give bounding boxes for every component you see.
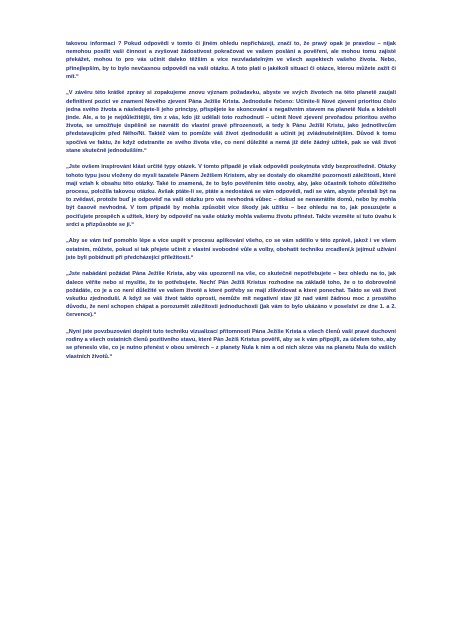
- paragraph-4: „Aby se vám teď pomohlo lépe a více uspět v procesu aplikování všeho, co se vám sdělilo v této zprávě, jakož i ve všem ostatním, můžete, pokud si tak přejete učinit z vlastní svobodné vůle a volby, obohatit techniku zrcadlení,k jejímuž užívání jste byli pobídnuti při předcházející příležitosti.“: [66, 238, 396, 261]
- paragraph-5: „Jste nabádáni požádat Pána Ježíše Krista, aby vás upozornil na vše, co skutečně nepotřebujete – bez ohledu na to, jak dalece věříte nebo si myslíte, že to potřebujete. Nechť Pán Ježíš Kristus rozhodne na základě toho, že o to dobrovolně požádáte, co je a co není důležité ve vašem životě a které potřeby se mají zlikvidovat a které ponechat. Takto se váš život vskutku zjednoduší. A když se váš život takto oprostí, nemůže mít negativní stav již nad vámi žádnou moc z prostého důvodu, že není schopen chápat a porozumět záležitosti jednoduchosti (jak vám to bylo ukázáno v poselství ze dne 1. a 2. července).“: [66, 271, 396, 319]
- document-page: [66, 40, 396, 369]
- paragraph-3: „Jste ovšem inspirováni klást určité typy otázek. V tomto případě je však odpovědí poskytnuta vždy bezprostředně. Otázky tohoto typu jsou vloženy do mysli tazatele Pánem Ježíšem Kristem, aby se dostaly do okamžité pozornosti záležitosti, které mají vztah k obsahu této otázky. Také to znamená, že to bylo pověřením této osoby, aby, jako účastník tohoto důležitého procesu, položila takovou otázku. Avšak ptáte-li se, ptáte a nedostává se vám odpovědi, radi se vám, abyste přestali být na to zvědaví, protože buď je odpověď na vaši otázku pro vás nevhodná vůbec – dokud se nenavrátíte domů, nebo by mohla být časově nevhodná. V tom případě by mohla způsobit více škody jak užitku – bez ohledu na to, jak posuzujete a pociťujete prospěch a užitek, který by odpověď na vaše otázky mohla vašemu životu přinést. Takže vezměte si tuto úvahu k srdci a přizpůsobte se jí.“: [66, 164, 396, 228]
- paragraph-2: „V závěru této krátké zprávy si zopakujeme znovu význam požadavku, abyste ve svých životech na této planetě zaujali definitivní pozici ve znamení Nového zjevení Pána Ježíše Krista. Jednoduše řečeno: Učinite-li Nové zjevení prioritou číslo jedna svého života a následujete-li jeho principy, přispějete ke skoncování s negativním stavem na planetě Nula a kdekoli jinde. Ale, a to je nejdůležitější, tím z vás, kdo již udělali toto rozhodnutí – učinit Nové zjevení prvořadou prioritou svého života, se umožňuje úspěšně se navrátit do vlastní pravé přirozenosti, a tedy k Pánu Ježíši Kristu, jako jednotlivcům představujícím před Něho/Ní. Taktéž vám to pomůže váš život zjednodušit a učinit jej zvládnutelnějším. Důvod k tomu spočívá ve faktu, že když odstraníte ze svého života vše, co není důležité a nemá již déle žádný užitek, pak se váš život stane skutečně jednodušším.“: [66, 90, 396, 154]
- paragraph-6: „Nyní jste povzbuzováni doplnit tuto techniku vizualizací přítomnosti Pána Ježíše Krista a všech členů vaší pravé duchovní rodiny a všech ostatních členů pozitivního stavu, které Pán Ježíš Kristus pověřil, aby se k vám připojili, za účelem toho, aby se přeneslo vše, co je nutno přenést v obou směrech – z planety Nula k nim a od nich skrze vás na planetu Nula do vašich vlastních životů.“: [66, 329, 396, 360]
- paragraph-1: takovou informaci ? Pokud odpovědi v tomto či jiném ohledu nepřicházejí, značí to, že pravý opak je pravdou – nijak nemohou posílit vaši činnost a zvyšovat žádostivost pokračovat ve vašem poslání a pověření, ale mohou tomu zajisté překážet, mohou to pro vás učinit daleko těžším a více nezvladatelným ve všech aspektech vašeho života. Nebo, přinejlepším, by to bylo nevčasnou odpovědí na vaši otázku. A toto platí o jakékoli situaci či otázce, kterou můžete zažít či mít.“: [66, 41, 396, 80]
